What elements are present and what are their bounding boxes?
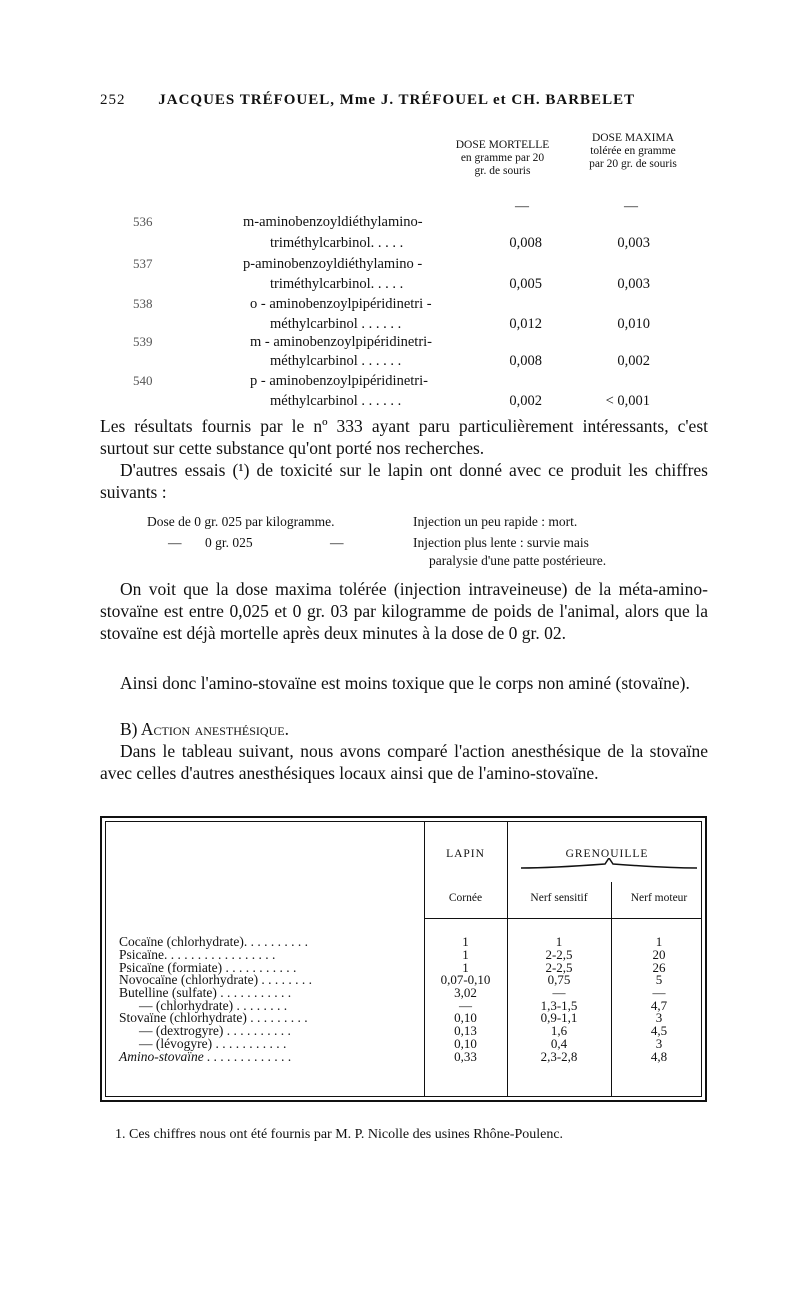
anesthetic-table (100, 816, 707, 1102)
col-dash-maxima: — (624, 199, 638, 214)
sub-header-nerf-sensitif: Nerf sensitif (530, 892, 588, 904)
dose-maxima-value: < 0,001 (605, 393, 650, 409)
dose-line-2-right1: Injection plus lente : survie mais (413, 535, 589, 550)
table-row-name: — (lévogyre) . . . . . . . . . . . (139, 1036, 287, 1051)
nerf-moteur-value: — (652, 985, 666, 1000)
table-row-name: Novocaïne (chlorhydrate) . . . . . . . . (119, 972, 313, 987)
dose-mortelle-value: 0,012 (509, 316, 542, 332)
compound-number: 538 (133, 296, 153, 311)
compound-name-line1: o - aminobenzoylpipéridinetri - (250, 296, 432, 312)
nerf-moteur-value: 3 (655, 1036, 663, 1051)
lapin-value: 1 (462, 960, 469, 975)
page-number: 252 (100, 92, 126, 108)
running-header (100, 92, 635, 109)
table-row-name: Psicaïne (formiate) . . . . . . . . . . . (119, 960, 297, 975)
nerf-sensitif-value: 1 (555, 934, 563, 949)
paragraph-dose-maxima: On voit que la dose maxima tolérée (injection intraveineuse) de la méta-amino-stovaïne est entre 0,025 et 0 gr. 03 par kilogramme de poids de l'animal, alors que la stovaïne est déjà mortelle après deux minutes à la dose de 0 gr. 02. (100, 579, 708, 643)
compound-number: 537 (133, 256, 153, 271)
compound-name-line2: méthylcarbinol . . . . . . (270, 353, 402, 369)
paragraph-conclusion: Ainsi donc l'amino-stovaïne est moins toxique que le corps non aminé (stovaïne). (120, 673, 690, 693)
lapin-value: 3,02 (454, 985, 477, 1000)
dose-mortelle-value: 0,005 (509, 276, 542, 292)
dose-maxima-value: 0,002 (617, 353, 650, 369)
running-title: JACQUES TRÉFOUEL, Mme J. TRÉFOUEL et CH. BARBELET (158, 92, 636, 108)
paragraph-other-tests: D'autres essais (¹) de toxicité sur le lapin ont donné avec ce produit les chiffres suivants : (100, 460, 708, 502)
nerf-sensitif-value: 1,3-1,5 (540, 998, 578, 1013)
nerf-moteur-value: 5 (655, 972, 663, 987)
sub-header-nerf-moteur: Nerf moteur (630, 892, 688, 904)
compound-name-line1: m - aminobenzoylpipéridinetri- (250, 334, 433, 350)
col-header-grenouille: GRENOUILLE (565, 848, 649, 860)
lapin-value: 0,10 (454, 1036, 477, 1051)
header-underline (424, 918, 701, 919)
compound-name-line2: méthylcarbinol . . . . . . (270, 316, 402, 332)
grenouille-brace (521, 858, 697, 876)
dose-line-2-value: 0 gr. 025 (205, 535, 253, 550)
table-row-name: — (dextrogyre) . . . . . . . . . . (139, 1023, 291, 1038)
section-heading: B) Action anesthésique. (120, 719, 289, 739)
nerf-sensitif-value: 2,3-2,8 (540, 1049, 578, 1064)
nerf-sensitif-value: 2-2,5 (545, 960, 573, 975)
nerf-moteur-value: 4,8 (650, 1049, 668, 1064)
nerf-sensitif-value: 0,75 (547, 972, 571, 987)
compound-number: 536 (133, 214, 153, 229)
col-header-dose-mortelle: DOSE MORTELLE en gramme par 20 gr. de souris (455, 139, 550, 177)
col-header-lapin: LAPIN (446, 848, 485, 860)
sub-header-cornee: Cornée (448, 892, 483, 904)
nerf-moteur-value: 4,5 (650, 1023, 668, 1038)
nerf-moteur-value: 1 (655, 934, 663, 949)
lapin-value: 0,07-0,10 (440, 972, 491, 987)
nerf-moteur-value: 26 (652, 960, 666, 975)
table-row-name: Butelline (sulfate) . . . . . . . . . . . (119, 985, 292, 1000)
nerf-sensitif-value: 0,4 (550, 1036, 568, 1051)
dose-maxima-value: 0,003 (617, 276, 650, 292)
lapin-value: 0,33 (454, 1049, 477, 1064)
dose-mortelle-value: 0,008 (509, 353, 542, 369)
lapin-value: 0,13 (454, 1023, 477, 1038)
compound-name-line1: p - aminobenzoylpipéridinetri- (250, 373, 428, 389)
lapin-value: 1 (462, 947, 469, 962)
nerf-sensitif-value: — (552, 985, 566, 1000)
nerf-sensitif-value: 2-2,5 (545, 947, 573, 962)
lapin-value: — (459, 998, 472, 1013)
dose-line-1-left: Dose de 0 gr. 025 par kilogramme. (147, 514, 335, 529)
table-row-name: — (chlorhydrate) . . . . . . . . (139, 998, 288, 1013)
table-row-name: Cocaïne (chlorhydrate). . . . . . . . . . (119, 934, 308, 949)
nerf-moteur-value: 20 (652, 947, 666, 962)
lapin-value: 1 (462, 934, 469, 949)
nerf-sensitif-value: 0,9-1,1 (540, 1010, 578, 1025)
nerf-moteur-value: 4,7 (650, 998, 668, 1013)
table-row-name: Psicaïne. . . . . . . . . . . . . . . . . (119, 947, 276, 962)
compound-name-line1: p-aminobenzoyldiéthylamino - (243, 256, 423, 272)
dose-line-2-dash2: — (330, 535, 344, 550)
table-row-name: Stovaïne (chlorhydrate) . . . . . . . . . (119, 1010, 308, 1025)
compound-name-line2: triméthylcarbinol. . . . . (270, 276, 404, 292)
dose-mortelle-value: 0,002 (509, 393, 542, 409)
dose-mortelle-value: 0,008 (509, 235, 542, 251)
paragraph-results: Les résultats fournis par le nº 333 ayant paru particulièrement intéressants, c'est surtout sur cette substance qu'ont porté nos recherches. (100, 416, 708, 458)
dose-maxima-value: 0,003 (617, 235, 650, 251)
dose-line-1-right: Injection un peu rapide : mort. (413, 514, 578, 529)
footnote: 1. Ces chiffres nous ont été fournis par M. P. Nicolle des usines Rhône-Poulenc. (115, 1127, 564, 1142)
paragraph-comparison: Dans le tableau suivant, nous avons comparé l'action anesthésique de la stovaïne avec celles d'autres anesthésiques locaux ainsi que de l'amino-stovaïne. (100, 741, 708, 783)
dose-maxima-value: 0,010 (617, 316, 650, 332)
compound-name-line2: triméthylcarbinol. . . . . (270, 235, 404, 251)
col-dash-mortelle: — (515, 199, 529, 214)
dose-line-2-dash: — (168, 535, 182, 550)
compound-number: 540 (133, 373, 153, 388)
nerf-sensitif-value: 1,6 (550, 1023, 568, 1038)
dose-line-2-right2: paralysie d'une patte postérieure. (429, 553, 607, 568)
nerf-moteur-value: 3 (655, 1010, 663, 1025)
lapin-value: 0,10 (454, 1010, 477, 1025)
compound-number: 539 (133, 334, 153, 349)
col-header-dose-maxima: DOSE MAXIMA tolérée en gramme par 20 gr. de souris (589, 132, 677, 170)
compound-name-line2: méthylcarbinol . . . . . . (270, 393, 402, 409)
table-row-name: Amino-stovaïne . . . . . . . . . . . . . (119, 1049, 292, 1064)
table-inner-frame (105, 821, 702, 1097)
compound-name-line1: m-aminobenzoyldiéthylamino- (243, 214, 423, 230)
